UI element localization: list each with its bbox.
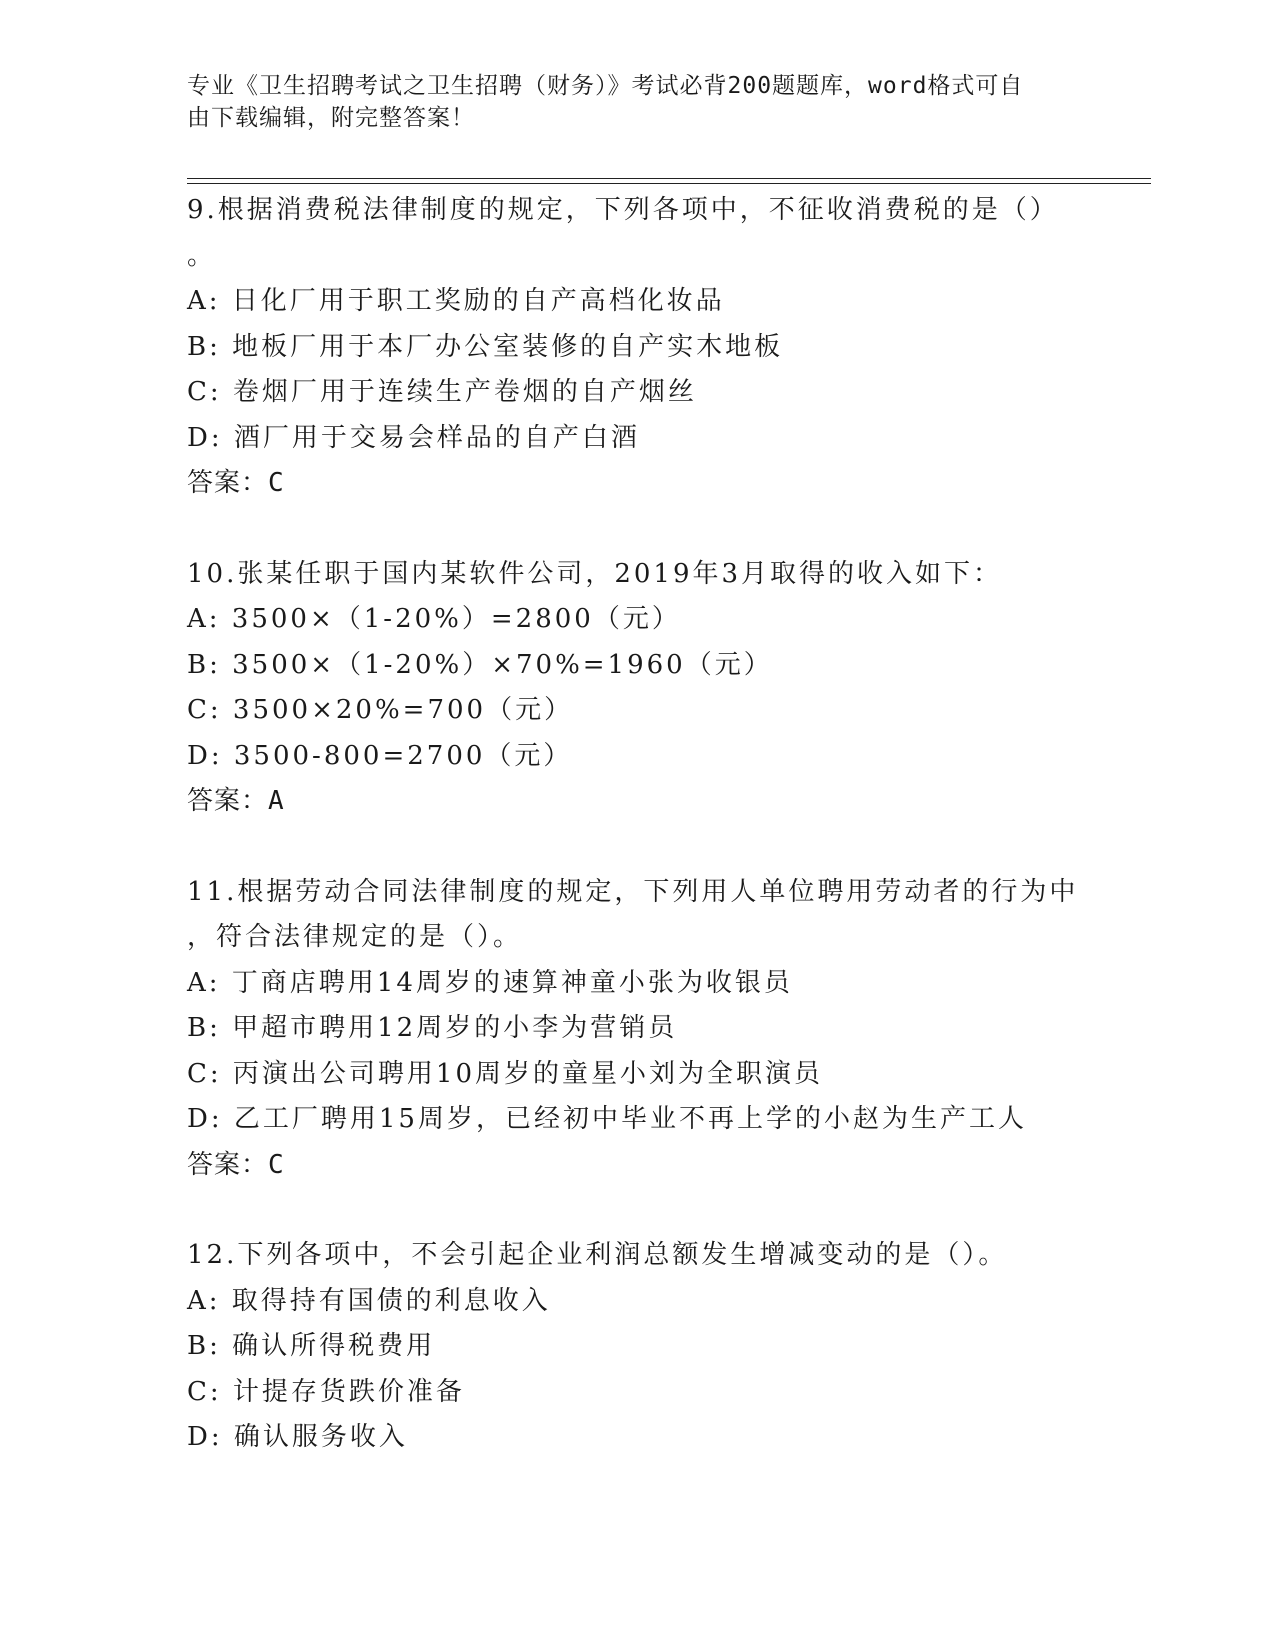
answer-label: 答案： xyxy=(187,786,269,816)
option-b: B: 确认所得税费用 xyxy=(187,1331,436,1361)
option-d: D: 酒厂用于交易会样品的自产白酒 xyxy=(187,422,640,453)
question-list xyxy=(187,188,1151,1461)
answer-label: 答案： xyxy=(187,468,269,498)
option-a: A: 取得持有国债的利息收入 xyxy=(187,1285,551,1316)
option-c: C: 卷烟厂用于连续生产卷烟的自产烟丝 xyxy=(187,377,697,407)
question-12 xyxy=(187,1233,1151,1461)
question-9 xyxy=(187,188,1151,507)
option-d: D: 确认服务收入 xyxy=(187,1422,408,1452)
option-c: C: 3500×20%=700（元） xyxy=(187,695,574,725)
answer-label: 答案： xyxy=(187,1149,269,1180)
question-stem: 9.根据消费税法律制度的规定，下列各项中，不征收消费税的是（） xyxy=(187,195,1059,225)
answer-line xyxy=(187,779,1151,825)
option-a: A: 3500×（1-20%）=2800（元） xyxy=(187,604,681,634)
header-divider-bottom xyxy=(187,183,1151,184)
answer-value: A xyxy=(268,786,285,816)
header-line-1: 专业《卫生招聘考试之卫生招聘（财务）》考试必背200题题库，word格式可自 xyxy=(187,73,1024,99)
option-b: B: 地板厂用于本厂办公室装修的自产实木地板 xyxy=(187,331,784,362)
question-stem: 12.下列各项中，不会引起企业利润总额发生增减变动的是（）。 xyxy=(187,1240,1008,1270)
option-d: D: 3500-800=2700（元） xyxy=(187,740,573,771)
answer-line xyxy=(187,461,1151,507)
question-10 xyxy=(187,552,1151,825)
option-c: C: 计提存货跌价准备 xyxy=(187,1376,465,1407)
header-divider-top xyxy=(187,178,1151,179)
option-d: D: 乙工厂聘用15周岁，已经初中毕业不再上学的小赵为生产工人 xyxy=(187,1104,1027,1134)
question-11 xyxy=(187,870,1151,1189)
question-stem: 10.张某任职于国内某软件公司，2019年3月取得的收入如下： xyxy=(187,558,1003,589)
option-a: A: 日化厂用于职工奖励的自产高档化妆品 xyxy=(187,286,725,316)
question-stem: 11.根据劳动合同法律制度的规定，下列用人单位聘用劳动者的行为中 xyxy=(187,876,1079,907)
answer-line xyxy=(187,1143,1151,1189)
document-header xyxy=(187,70,1067,134)
option-b: B: 3500×（1-20%）×70%=1960（元） xyxy=(187,649,773,680)
option-b: B: 甲超市聘用12周岁的小李为营销员 xyxy=(187,1013,678,1043)
question-stem-continued: ，符合法律规定的是（）。 xyxy=(187,922,523,952)
question-stem-continued: 。 xyxy=(187,240,217,271)
answer-value: C xyxy=(268,468,285,498)
option-a: A: 丁商店聘用14周岁的速算神童小张为收银员 xyxy=(187,967,793,998)
option-c: C: 丙演出公司聘用10周岁的童星小刘为全职演员 xyxy=(187,1058,824,1089)
header-line-2: 由下载编辑，附完整答案！ xyxy=(187,105,475,131)
answer-value: C xyxy=(268,1149,285,1180)
